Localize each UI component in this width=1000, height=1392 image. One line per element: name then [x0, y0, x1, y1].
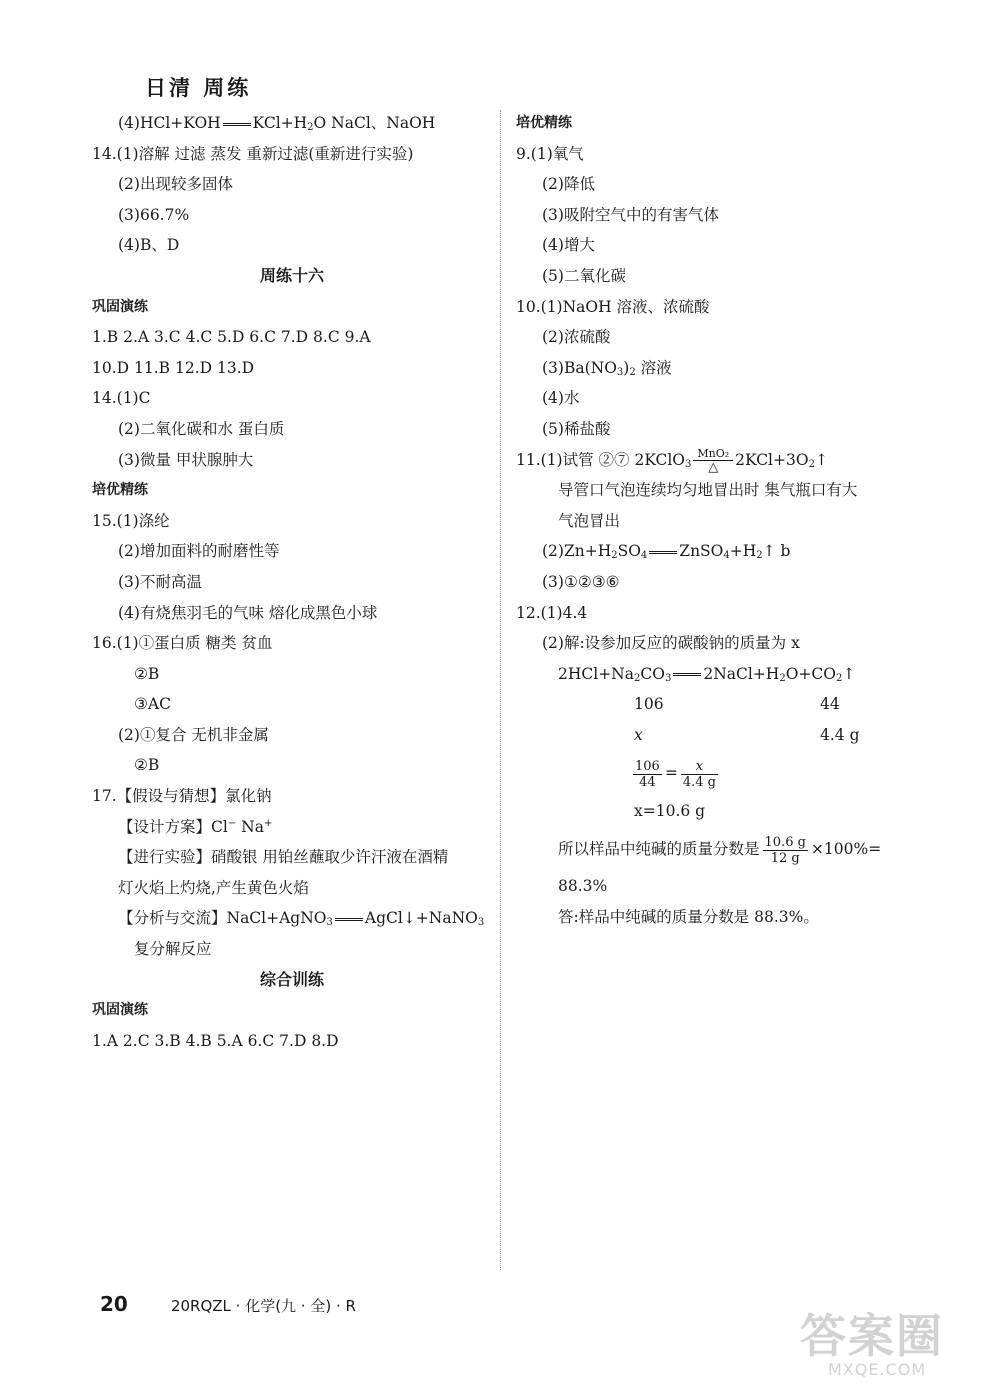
answer-line: (2)解:设参加反应的碳酸钠的质量为 x — [542, 634, 800, 653]
answer-line: 复分解反应 — [134, 940, 212, 959]
answer-line: 【分析与交流】NaCl+AgNO$_3$ AgCl↓+NaNO$_3$ — [118, 909, 485, 929]
answer-line: ②B — [134, 664, 160, 683]
answer-line: 17.【假设与猜想】氯化钠 — [92, 787, 272, 806]
answer-line: 9.(1)氧气 — [516, 144, 584, 163]
answer-line: 10.(1)NaOH 溶液、浓硫酸 — [516, 297, 710, 316]
answer-line: (2)二氧化碳和水 蛋白质 — [118, 419, 285, 438]
answer-line: 11.(1)试管 ②⑦ 2KClO$_3$ MnO₂ △ $2KCl+3O_2↑$ — [516, 447, 828, 476]
answer-line: 14.(1)C — [92, 389, 151, 408]
answer-line: 10.D 11.B 12.D 13.D — [92, 358, 255, 377]
answer-line: (3)吸附空气中的有害气体 — [542, 205, 719, 224]
answer-line: $(2)Zn+H_2SO_4$ $ZnSO_4+H_2↑$ b — [542, 542, 791, 562]
answer-line: (2)出现较多固体 — [118, 175, 233, 194]
subsection-title: 培优精练 — [92, 482, 148, 499]
answer-line: x=10.6 g — [634, 802, 706, 821]
answer-line: (4)B、D — [118, 236, 180, 255]
answer-line: 答:样品中纯碱的质量分数是 88.3%。 — [558, 907, 819, 926]
answer-line: 15.(1)涤纶 — [92, 511, 170, 530]
page-header: 日清 周练 — [145, 76, 252, 100]
answer-line: 导管口气泡连续均匀地冒出时 集气瓶口有大 — [558, 481, 858, 500]
answer-line: (2)增加面料的耐磨性等 — [118, 542, 280, 561]
answer-line: (2)降低 — [542, 175, 595, 194]
answer-line: (2)浓硫酸 — [542, 328, 611, 347]
answer-line: 所以样品中纯碱的质量分数是 $\frac{10.6 g}{12 g}$ ×100%= — [558, 834, 882, 866]
mass-ratio-line: 106 44 — [634, 695, 840, 714]
subsection-title: 巩固演练 — [92, 1002, 148, 1019]
section-title: 综合训练 — [259, 969, 324, 989]
mass-value-line: x 4.4 g — [634, 725, 860, 744]
answer-line: ②B — [134, 756, 160, 775]
subsection-title: 培优精练 — [516, 115, 572, 131]
answer-line: (5)稀盐酸 — [542, 419, 611, 438]
watermark-logo: 答案圈 MXQE.COM — [800, 1309, 944, 1379]
answer-line: ③AC — [134, 695, 171, 714]
answer-line: 12.(1)4.4 — [516, 603, 588, 622]
answer-line: 【设计方案】Cl− Na+ — [118, 817, 273, 836]
answer-line: (4)有烧焦羽毛的气味 熔化成黑色小球 — [118, 603, 378, 622]
proportion-line: $\frac{106}{44}$ = $\frac{x}{4.4 g}$ — [635, 758, 716, 790]
answer-line: (4)HCl+KOH $KCl+H_2O$ NaCl、NaOH — [118, 114, 436, 133]
equation-line: $2HCl+Na_2CO_3$ $2NaCl+H_2O+CO_2↑$ — [558, 664, 856, 684]
answer-line: 14.(1)溶解 过滤 蒸发 重新过滤(重新进行实验) — [92, 144, 414, 163]
reaction-condition: MnO₂ △ — [693, 447, 733, 474]
answer-line: (3)66.7% — [118, 205, 190, 224]
answer-line: 1.B 2.A 3.C 4.C 5.D 6.C 7.D 8.C 9.A — [92, 328, 371, 347]
answer-line: 1.A 2.C 3.B 4.B 5.A 6.C 7.D 8.D — [92, 1031, 339, 1050]
answer-line: (2)①复合 无机非金属 — [118, 725, 269, 744]
column-divider — [500, 110, 501, 1270]
subsection-title: 巩固演练 — [92, 298, 148, 315]
answer-line: (4)水 — [542, 389, 580, 408]
answer-line: (4)增大 — [542, 236, 595, 255]
answer-line: 灯火焰上灼烧,产生黄色火焰 — [118, 878, 309, 897]
page-number: 20 — [100, 1292, 128, 1316]
left-column — [92, 108, 492, 1056]
answer-line: (5)二氧化碳 — [542, 266, 626, 285]
answer-line: 【进行实验】硝酸银 用铂丝蘸取少许汗液在酒精 — [118, 848, 449, 867]
section-title: 周练十六 — [259, 265, 324, 285]
answer-line: 88.3% — [558, 877, 608, 896]
answer-line: $(3)Ba(NO_3)_2$ 溶液 — [542, 358, 672, 378]
answer-line: (3)①②③⑥ — [542, 572, 620, 591]
right-column — [516, 108, 936, 932]
answer-line: (3)不耐高温 — [118, 572, 202, 591]
answer-line: 16.(1)①蛋白质 糖类 贫血 — [92, 634, 273, 653]
book-code: 20RQZL · 化学(九 · 全) · R — [170, 1297, 356, 1315]
answer-line: 气泡冒出 — [558, 511, 621, 530]
answer-line: (3)微量 甲状腺肿大 — [118, 450, 254, 469]
page-footer — [100, 1292, 356, 1316]
